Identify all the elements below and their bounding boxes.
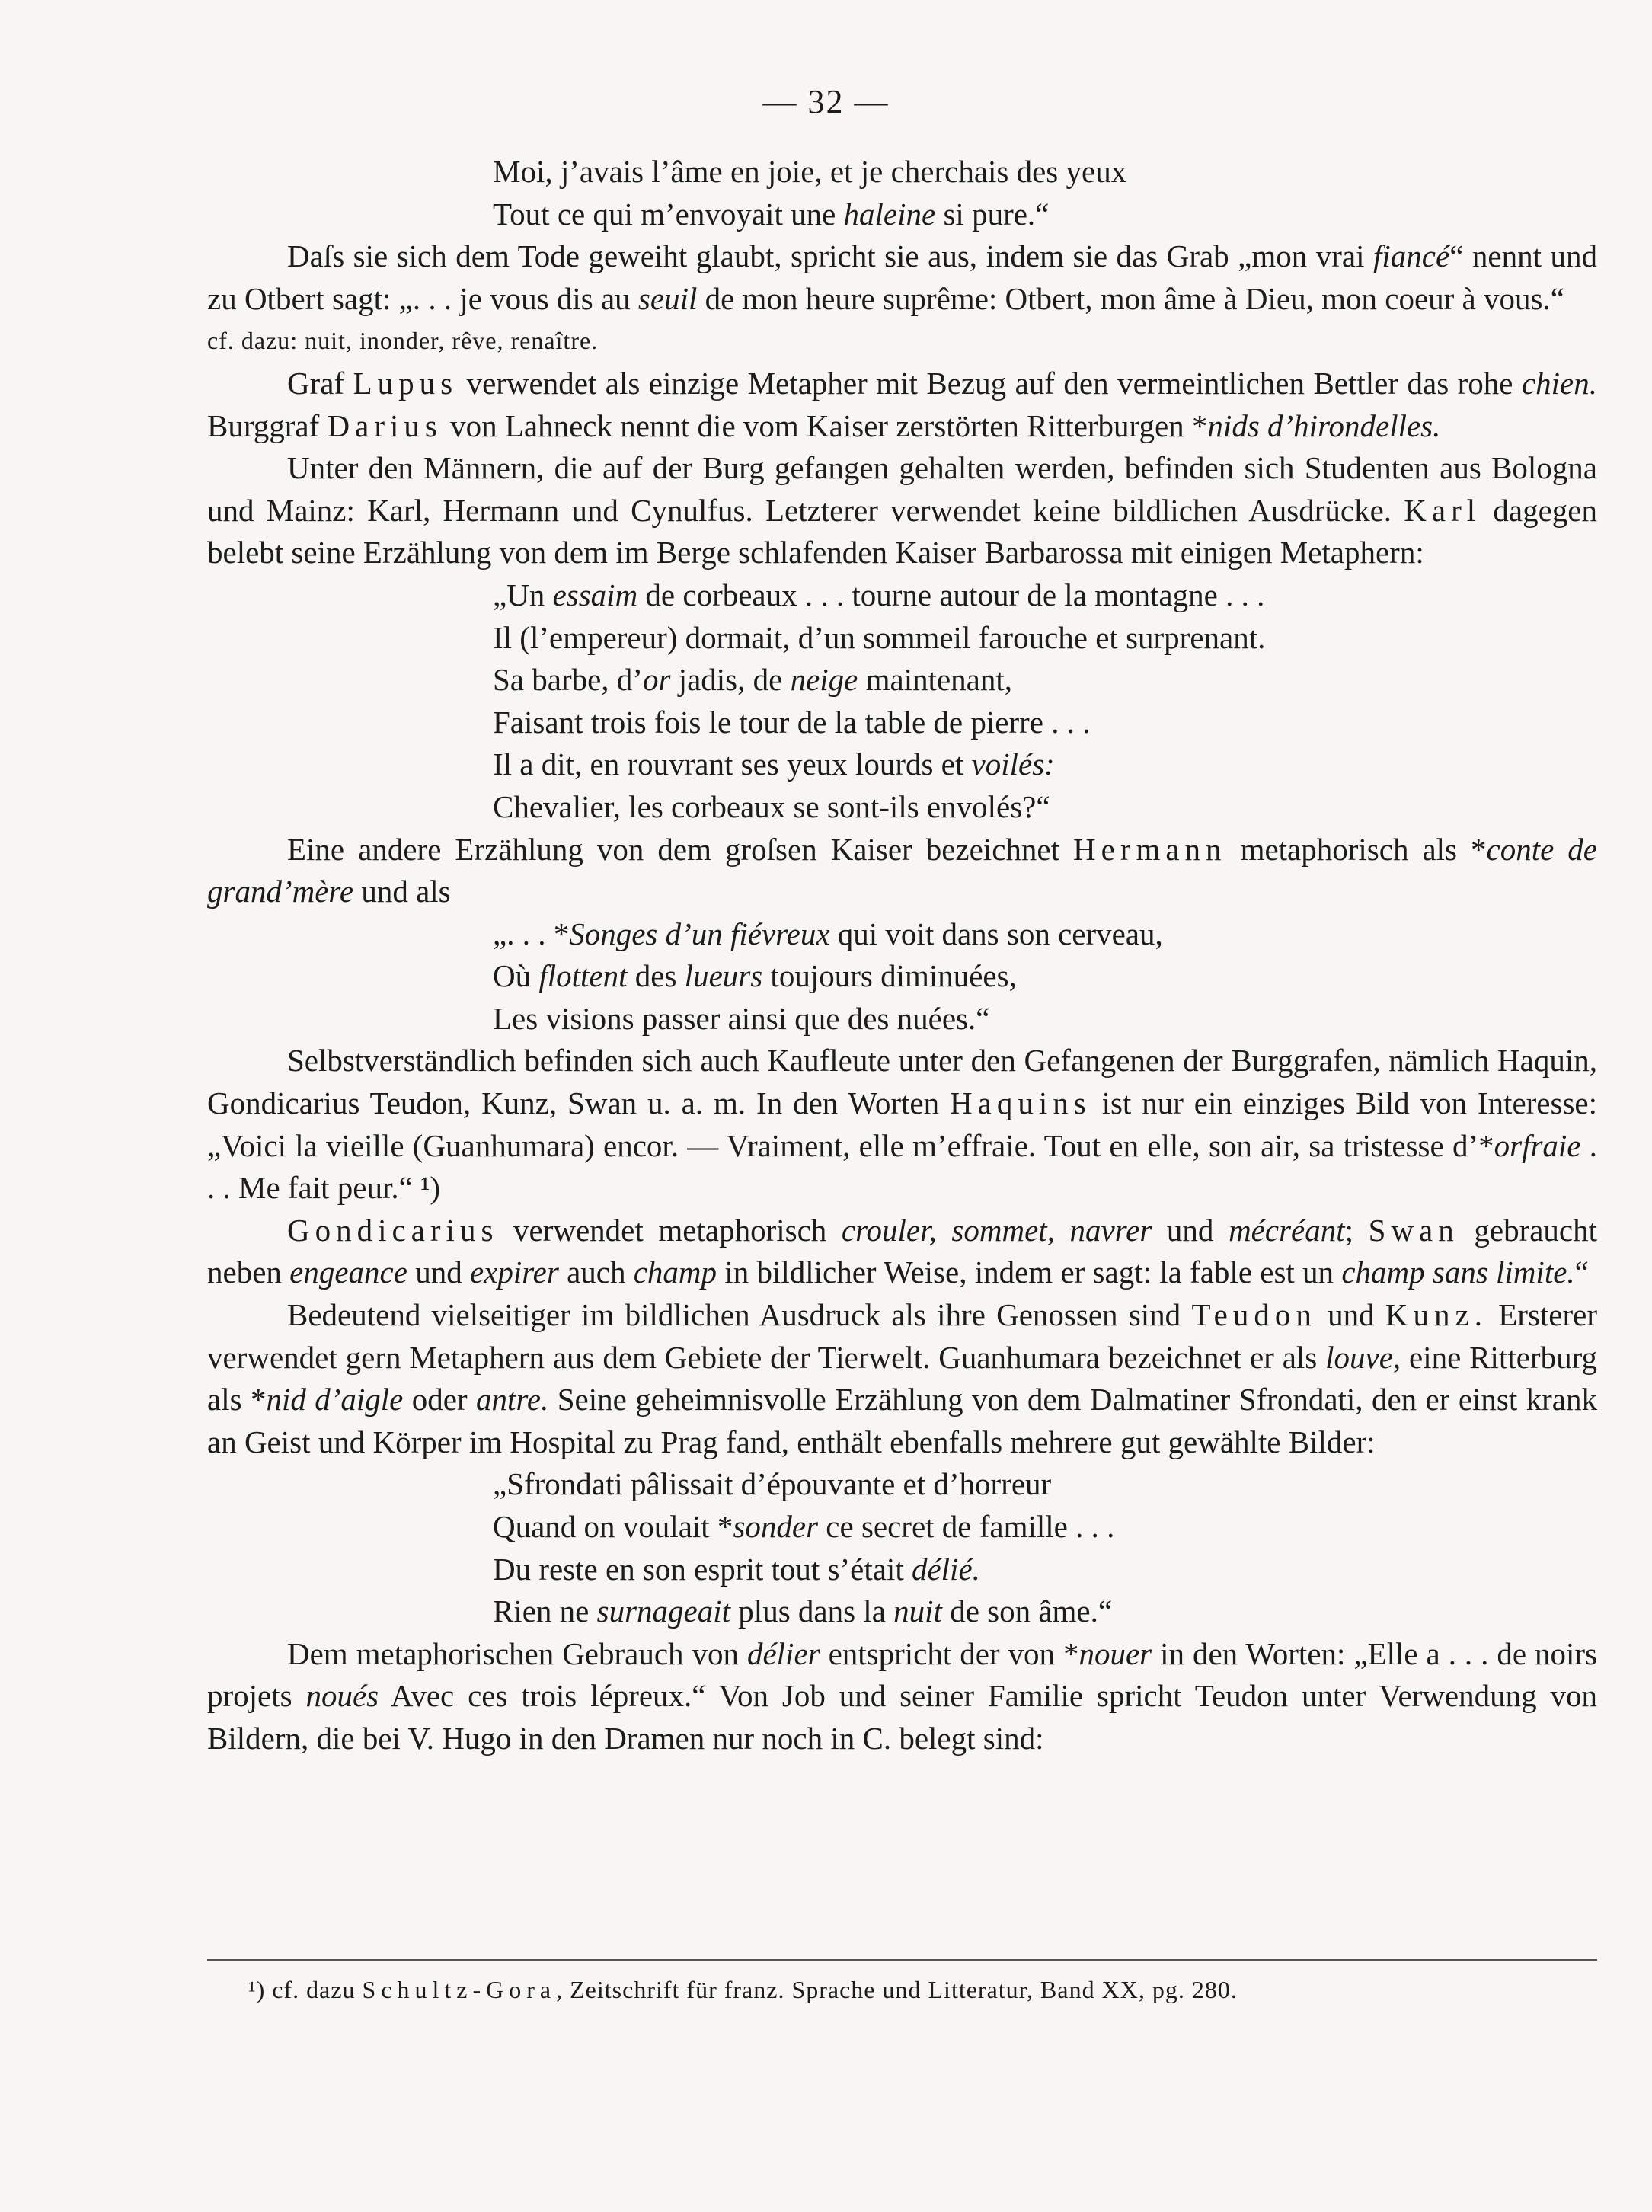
paragraph: Bedeutend vielseitiger im bildlichen Ausdruck als ihre Genossen sind Teudon und Kunz. Ersterer verwendet gern Metaphern aus dem Gebiete der Tierwelt. Guanhumara bezeichnet er als louve, eine Ritterburg als *nid d’aigle oder antre. Seine geheimnisvolle Erzählung von dem Dalmatiner Sfrondati, den er einst krank an Geist und Körper im Hospital zu Prag fand, enthält ebenfalls mehrere gut gewählte Bilder: (207, 1297, 1598, 1459)
paragraph: Gondicarius verwendet metaphorisch crouler, sommet, navrer und mécréant; Swan gebraucht neben engeance und expirer auch champ in bildlicher Weise, indem er sagt: la fable est un champ sans limite.“ (207, 1212, 1598, 1290)
verse-line: Où flottent des lueurs toujours diminuées, (493, 958, 1017, 994)
page-number: — 32 — (762, 83, 890, 120)
verse-line: Il a dit, en rouvrant ses yeux lourds et voilés: (493, 746, 1055, 782)
verse-line: „. . . *Songes d’un fiévreux qui voit dans son cerveau, (493, 916, 1163, 951)
verse-line: Faisant trois fois le tour de la table de pierre . . . (493, 704, 1091, 740)
verse-line: Quand on voulait *sonder ce secret de famille . . . (493, 1509, 1115, 1544)
paragraph: Daſs sie sich dem Tode geweiht glaubt, spricht sie aus, indem sie das Grab „mon vrai fiancé“ nennt und zu Otbert sagt: „. . . je vous dis au seuil de mon heure suprême: Otbert, mon âme à Dieu, mon coeur à vous.“ (207, 238, 1597, 316)
paragraph: Unter den Männern, die auf der Burg gefangen gehalten werden, befinden sich Studenten aus Bologna und Mainz: Karl, Hermann und Cynulfus. Letzterer verwendet keine bildlichen Ausdrücke. Karl dagegen belebt seine Erzählung von dem im Berge schlafenden Kaiser Barbarossa mit einigen Metaphern: (207, 450, 1597, 571)
footnote: ¹) cf. dazu Schultz-Gora, Zeitschrift für franz. Sprache und Litteratur, Band XX, pg. 280. (248, 1976, 1238, 2003)
paragraph: Dem metaphorischen Gebrauch von délier entspricht der von *nouer in den Worten: „Elle a . . . de noirs projets noués Avec ces trois lépreux.“ Von Job und seiner Familie spricht Teudon unter Verwendung von Bildern, die bei V. Hugo in den Dramen nur noch in C. belegt sind: (207, 1635, 1597, 1756)
verse-quote-3 (493, 913, 1597, 1040)
verse-line: „Un essaim de corbeaux . . . tourne autour de la montagne . . . (493, 577, 1265, 612)
verse-line: Chevalier, les corbeaux se sont-ils envolés?“ (493, 788, 1050, 824)
verse-line: Tout ce qui m’envoyait une haleine si pure.“ (493, 196, 1050, 232)
verse-line: Sa barbe, d’or jadis, de neige maintenant, (493, 662, 1013, 698)
paragraph: Eine andere Erzählung von dem groſsen Kaiser bezeichnet Hermann metaphorisch als *conte de grand’mère und als (207, 831, 1598, 909)
footnote-divider (207, 1959, 1597, 1961)
verse-line: „Sfrondati pâlissait d’épouvante et d’horreur (493, 1466, 1052, 1502)
paragraph: Selbstverständlich befinden sich auch Kaufleute unter den Gefangenen der Burggrafen, nämlich Haquin, Gondicarius Teudon, Kunz, Swan u. a. m. In den Worten Haquins ist nur ein einziges Bild von Interesse: „Voici la vieille (Guanhumara) encor. — Vraiment, elle m’effraie. Tout en elle, son air, sa tristesse d’*orfraie . . . Me fait peur.“ ¹) (207, 1043, 1597, 1206)
footnote-marker: ¹) (420, 1170, 441, 1206)
verse-line: Rien ne surnageait plus dans la nuit de son âme.“ (493, 1593, 1113, 1629)
paragraph-note: cf. dazu: nuit, inonder, rêve, renaître. (207, 327, 599, 355)
verse-line: Les visions passer ainsi que des nuées.“ (493, 1000, 990, 1036)
verse-line: Moi, j’avais l’âme en joie, et je cherchais des yeux (493, 154, 1127, 189)
verse-quote-4 (493, 1463, 1597, 1632)
verse-line: Il (l’empereur) dormait, d’un sommeil farouche et surprenant. (493, 619, 1266, 655)
verse-quote-1 (493, 151, 1597, 235)
body-text (207, 151, 1597, 1760)
verse-quote-2 (493, 574, 1597, 829)
paragraph: Graf Lupus verwendet als einzige Metapher mit Bezug auf den vermeintlichen Bettler das rohe chien. Burggraf Darius von Lahneck nennt die vom Kaiser zerstörten Ritterburgen *nids d’hirondelles. (207, 365, 1597, 443)
verse-line: Du reste en son esprit tout s’était délié. (493, 1551, 980, 1587)
